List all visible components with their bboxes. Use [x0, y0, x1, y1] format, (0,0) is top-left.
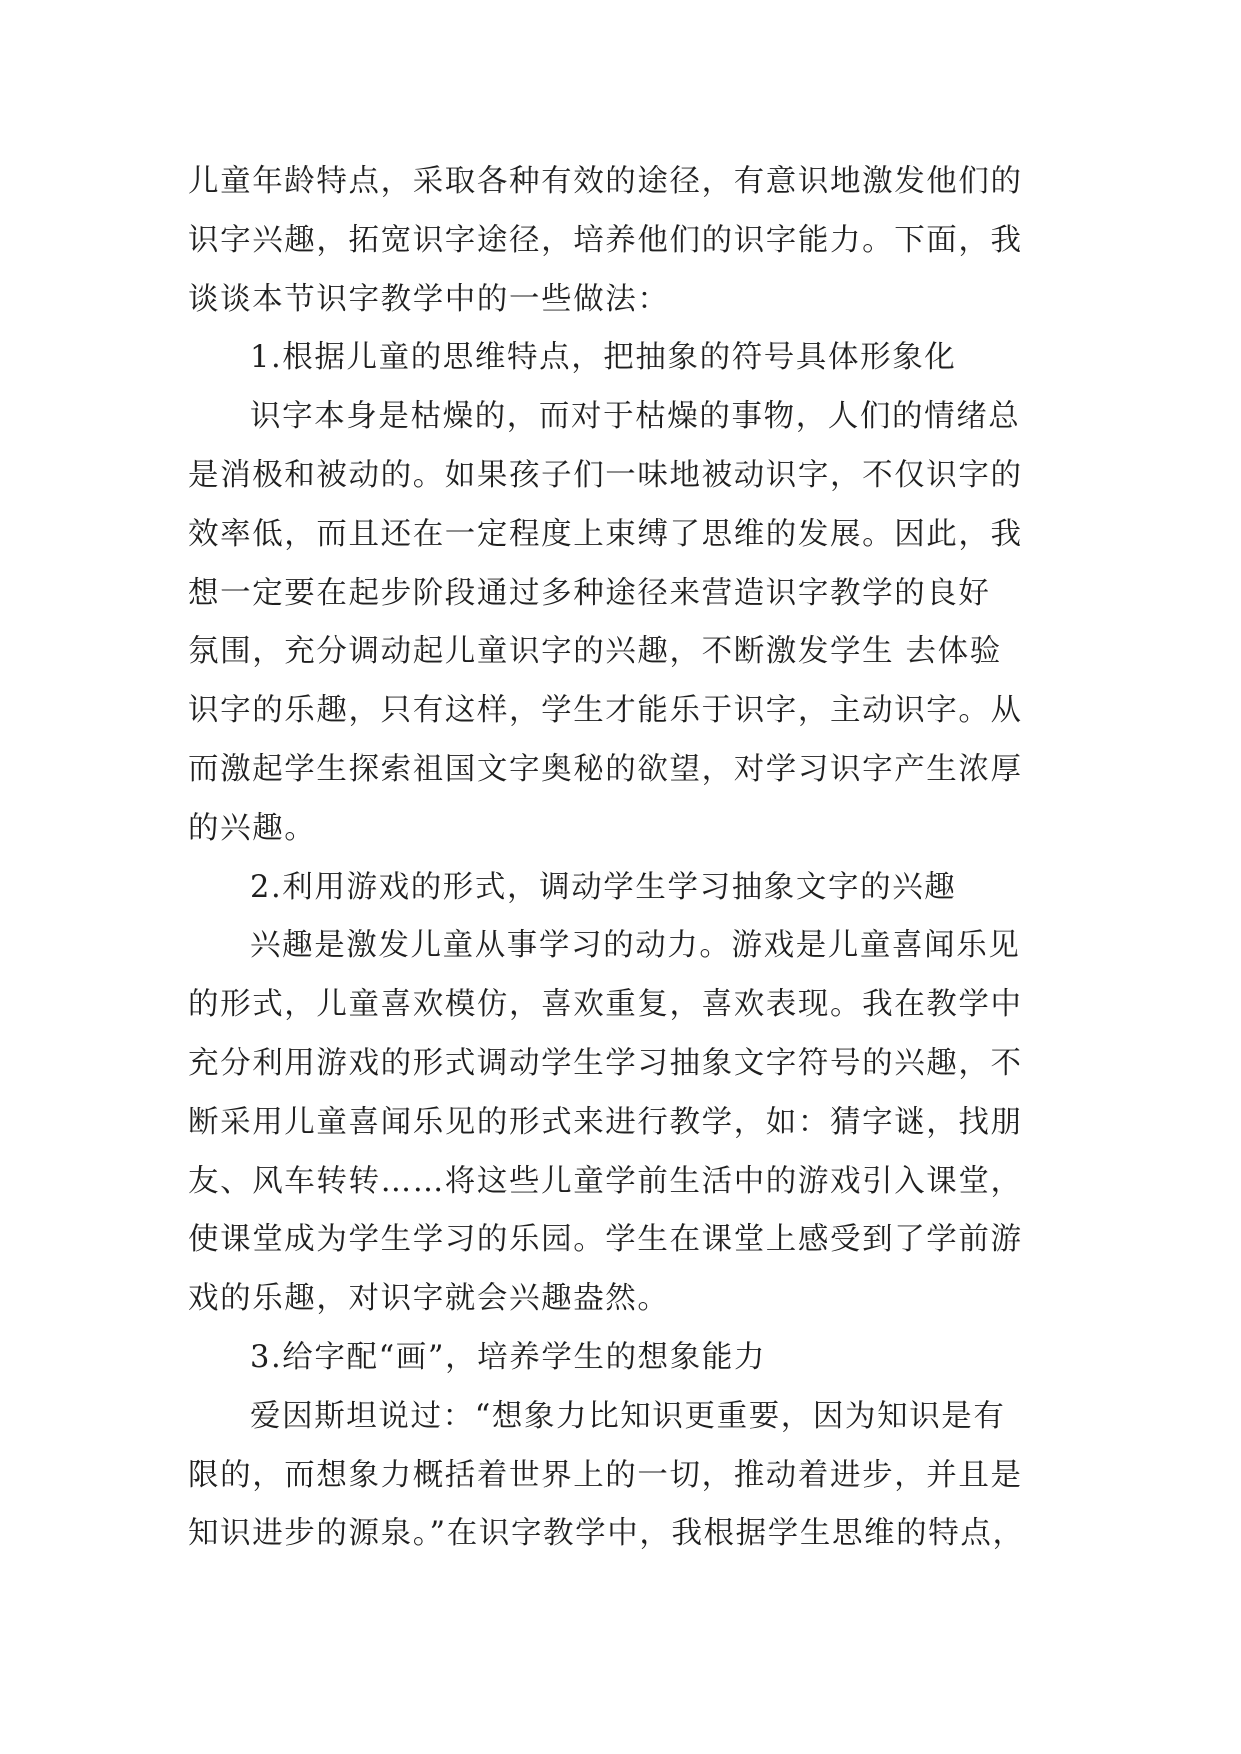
text-line: 想一定要在起步阶段通过多种途径来营造识字教学的良好 — [188, 575, 991, 611]
text-line: 友、风车转转……将这些儿童学前生活中的游戏引入课堂， — [188, 1163, 1023, 1199]
text-line: 限的，而想象力概括着世界上的一切，推动着进步，并且是 — [188, 1457, 1023, 1493]
text-line: 知识进步的源泉。”在识字教学中，我根据学生思维的特点， — [188, 1516, 1025, 1552]
text-line: 使课堂成为学生学习的乐园。学生在课堂上感受到了学前游 — [188, 1222, 1023, 1258]
text-line: 效率低，而且还在一定程度上束缚了思维的发展。因此，我 — [188, 516, 1023, 552]
text-line: 戏的乐趣，对识字就会兴趣盎然。 — [188, 1281, 670, 1317]
section-heading-3: 3.给字配“画”，培养学生的想象能力 — [250, 1339, 767, 1375]
text-line: 识字兴趣，拓宽识字途径，培养他们的识字能力。下面，我 — [188, 222, 1023, 258]
text-line: 谈谈本节识字教学中的一些做法： — [188, 281, 670, 317]
text-line: 充分利用游戏的形式调动学生学习抽象文字符号的兴趣，不 — [188, 1045, 1023, 1081]
section-heading-2: 2.利用游戏的形式，调动学生学习抽象文字的兴趣 — [250, 869, 957, 905]
text-line: 而激起学生探索祖国文字奥秘的欲望，对学习识字产生浓厚 — [188, 751, 1023, 787]
section-heading-1: 1.根据儿童的思维特点，把抽象的符号具体形象化 — [250, 340, 957, 376]
text-line: 识字本身是枯燥的，而对于枯燥的事物，人们的情绪总 — [250, 399, 1021, 435]
body-text — [188, 153, 1068, 1564]
text-line: 兴趣是激发儿童从事学习的动力。游戏是儿童喜闻乐见 — [250, 928, 1021, 964]
text-line: 识字的乐趣，只有这样，学生才能乐于识字，主动识字。从 — [188, 693, 1023, 729]
text-line: 氛围，充分调动起儿童识字的兴趣，不断激发学生 去体验 — [188, 634, 1002, 670]
text-line: 是消极和被动的。如果孩子们一味地被动识字，不仅识字的 — [188, 457, 1023, 493]
text-line: 的形式，儿童喜欢模仿，喜欢重复，喜欢表现。我在教学中 — [188, 987, 1023, 1023]
text-line: 的兴趣。 — [188, 810, 317, 846]
text-line: 断采用儿童喜闻乐见的形式来进行教学，如：猜字谜，找朋 — [188, 1104, 1023, 1140]
text-line: 儿童年龄特点，采取各种有效的途径，有意识地激发他们的 — [188, 164, 1023, 199]
text-line: 爱因斯坦说过：“想象力比知识更重要，因为知识是有 — [250, 1398, 1006, 1434]
